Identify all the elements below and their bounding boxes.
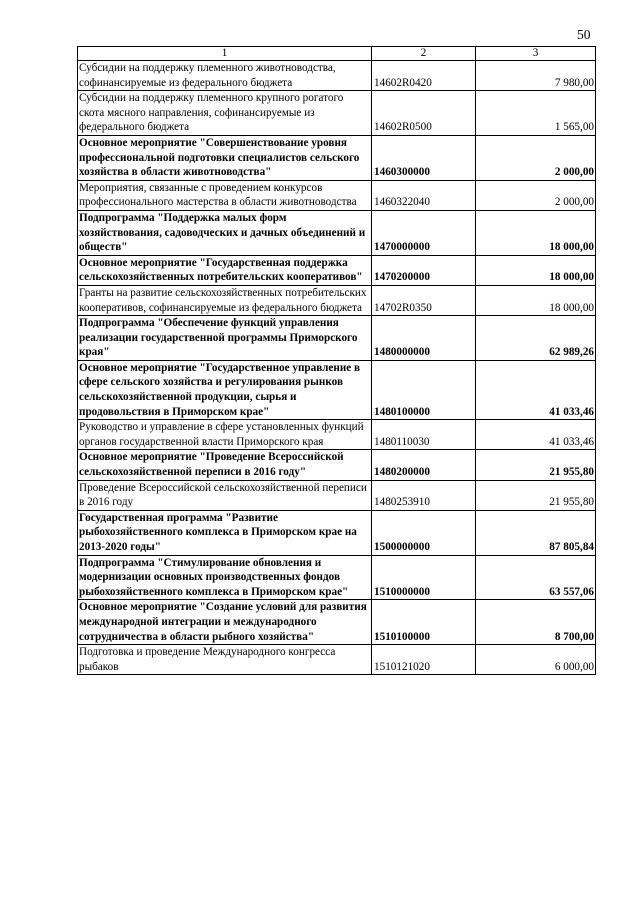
header-col-2: 2 — [372, 47, 476, 61]
row-amount-cell: 21 955,80 — [476, 450, 596, 480]
row-amount-cell: 2 000,00 — [476, 135, 596, 180]
row-code-cell: 14602R0500 — [372, 91, 476, 136]
row-code-cell: 1500000000 — [372, 510, 476, 555]
table-row — [78, 510, 596, 555]
row-name-cell: Гранты на развитие сельскохозяйственных потребительских кооперативов, софинансируемые из федерального бюджета — [78, 285, 372, 315]
table-row — [78, 285, 596, 315]
row-amount-cell: 41 033,46 — [476, 360, 596, 419]
row-name-cell: Государственная программа "Развитие рыбохозяйственного комплекса в Приморском крае на 2013-2020 годы" — [78, 510, 372, 555]
row-amount-cell: 41 033,46 — [476, 420, 596, 450]
row-name-cell: Руководство и управление в сфере установленных функций органов государственной власти Приморского края — [78, 420, 372, 450]
row-amount-cell: 18 000,00 — [476, 210, 596, 255]
row-code-cell: 1480000000 — [372, 316, 476, 361]
table-header-row — [78, 47, 596, 61]
row-name-cell: Субсидии на поддержку племенного крупного рогатого скота мясного направления, софинансируемые из федерального бюджета — [78, 91, 372, 136]
row-code-cell: 1480100000 — [372, 360, 476, 419]
table-body — [78, 61, 596, 675]
row-code-cell: 1460300000 — [372, 135, 476, 180]
row-code-cell: 1470200000 — [372, 255, 476, 285]
row-code-cell: 14702R0350 — [372, 285, 476, 315]
row-name-cell: Основное мероприятие "Совершенствование уровня профессиональной подготовки специалистов сельского хозяйства в области животноводства" — [78, 135, 372, 180]
row-code-cell: 1510100000 — [372, 600, 476, 645]
table-row — [78, 645, 596, 675]
row-amount-cell: 2 000,00 — [476, 180, 596, 210]
table-row — [78, 450, 596, 480]
row-amount-cell: 21 955,80 — [476, 480, 596, 510]
page-number: 50 — [577, 27, 591, 42]
table-row — [78, 480, 596, 510]
row-amount-cell: 8 700,00 — [476, 600, 596, 645]
row-amount-cell: 18 000,00 — [476, 255, 596, 285]
table-row — [78, 420, 596, 450]
row-name-cell: Основное мероприятие "Создание условий для развития международной интеграции и международного сотрудничества в области рыбного хозяйства" — [78, 600, 372, 645]
row-code-cell: 1470000000 — [372, 210, 476, 255]
row-name-cell: Субсидии на поддержку племенного животноводства, софинансируемые из федерального бюджета — [78, 61, 372, 91]
table-row — [78, 210, 596, 255]
row-code-cell: 1480110030 — [372, 420, 476, 450]
table-row — [78, 600, 596, 645]
row-code-cell: 1510000000 — [372, 555, 476, 600]
row-code-cell: 1510121020 — [372, 645, 476, 675]
row-name-cell: Подпрограмма "Стимулирование обновления и модернизации основных производственных фондов рыбохозяйственного комплекса в Приморском крае" — [78, 555, 372, 600]
table-row — [78, 91, 596, 136]
table-row — [78, 135, 596, 180]
row-code-cell: 1480253910 — [372, 480, 476, 510]
row-amount-cell: 62 989,26 — [476, 316, 596, 361]
row-code-cell: 14602R0420 — [372, 61, 476, 91]
table-row — [78, 180, 596, 210]
header-col-1: 1 — [78, 47, 372, 61]
row-code-cell: 1460322040 — [372, 180, 476, 210]
row-amount-cell: 63 557,06 — [476, 555, 596, 600]
row-amount-cell: 18 000,00 — [476, 285, 596, 315]
row-name-cell: Основное мероприятие "Проведение Всероссийской сельскохозяйственной переписи в 2016 году" — [78, 450, 372, 480]
row-name-cell: Подпрограмма "Поддержка малых форм хозяйствования, садоводческих и дачных объединений и обществ" — [78, 210, 372, 255]
row-name-cell: Мероприятия, связанные с проведением конкурсов профессионального мастерства в области животноводства — [78, 180, 372, 210]
row-name-cell: Проведение Всероссийской сельскохозяйственной переписи в 2016 году — [78, 480, 372, 510]
row-amount-cell: 6 000,00 — [476, 645, 596, 675]
budget-table — [77, 46, 596, 675]
header-col-3: 3 — [476, 47, 596, 61]
row-code-cell: 1480200000 — [372, 450, 476, 480]
row-name-cell: Подпрограмма "Обеспечение функций управления реализации государственной программы Приморского края" — [78, 316, 372, 361]
table-row — [78, 61, 596, 91]
row-amount-cell: 7 980,00 — [476, 61, 596, 91]
row-amount-cell: 87 805,84 — [476, 510, 596, 555]
table-row — [78, 555, 596, 600]
table-row — [78, 360, 596, 419]
row-amount-cell: 1 565,00 — [476, 91, 596, 136]
table-row — [78, 316, 596, 361]
table-row — [78, 255, 596, 285]
row-name-cell: Основное мероприятие "Государственная поддержка сельскохозяйственных потребительских кооперативов" — [78, 255, 372, 285]
row-name-cell: Основное мероприятие "Государственное управление в сфере сельского хозяйства и регулирования рынков сельскохозяйственной продукции, сырья и продовольствия в Приморском крае" — [78, 360, 372, 419]
row-name-cell: Подготовка и проведение Международного конгресса рыбаков — [78, 645, 372, 675]
